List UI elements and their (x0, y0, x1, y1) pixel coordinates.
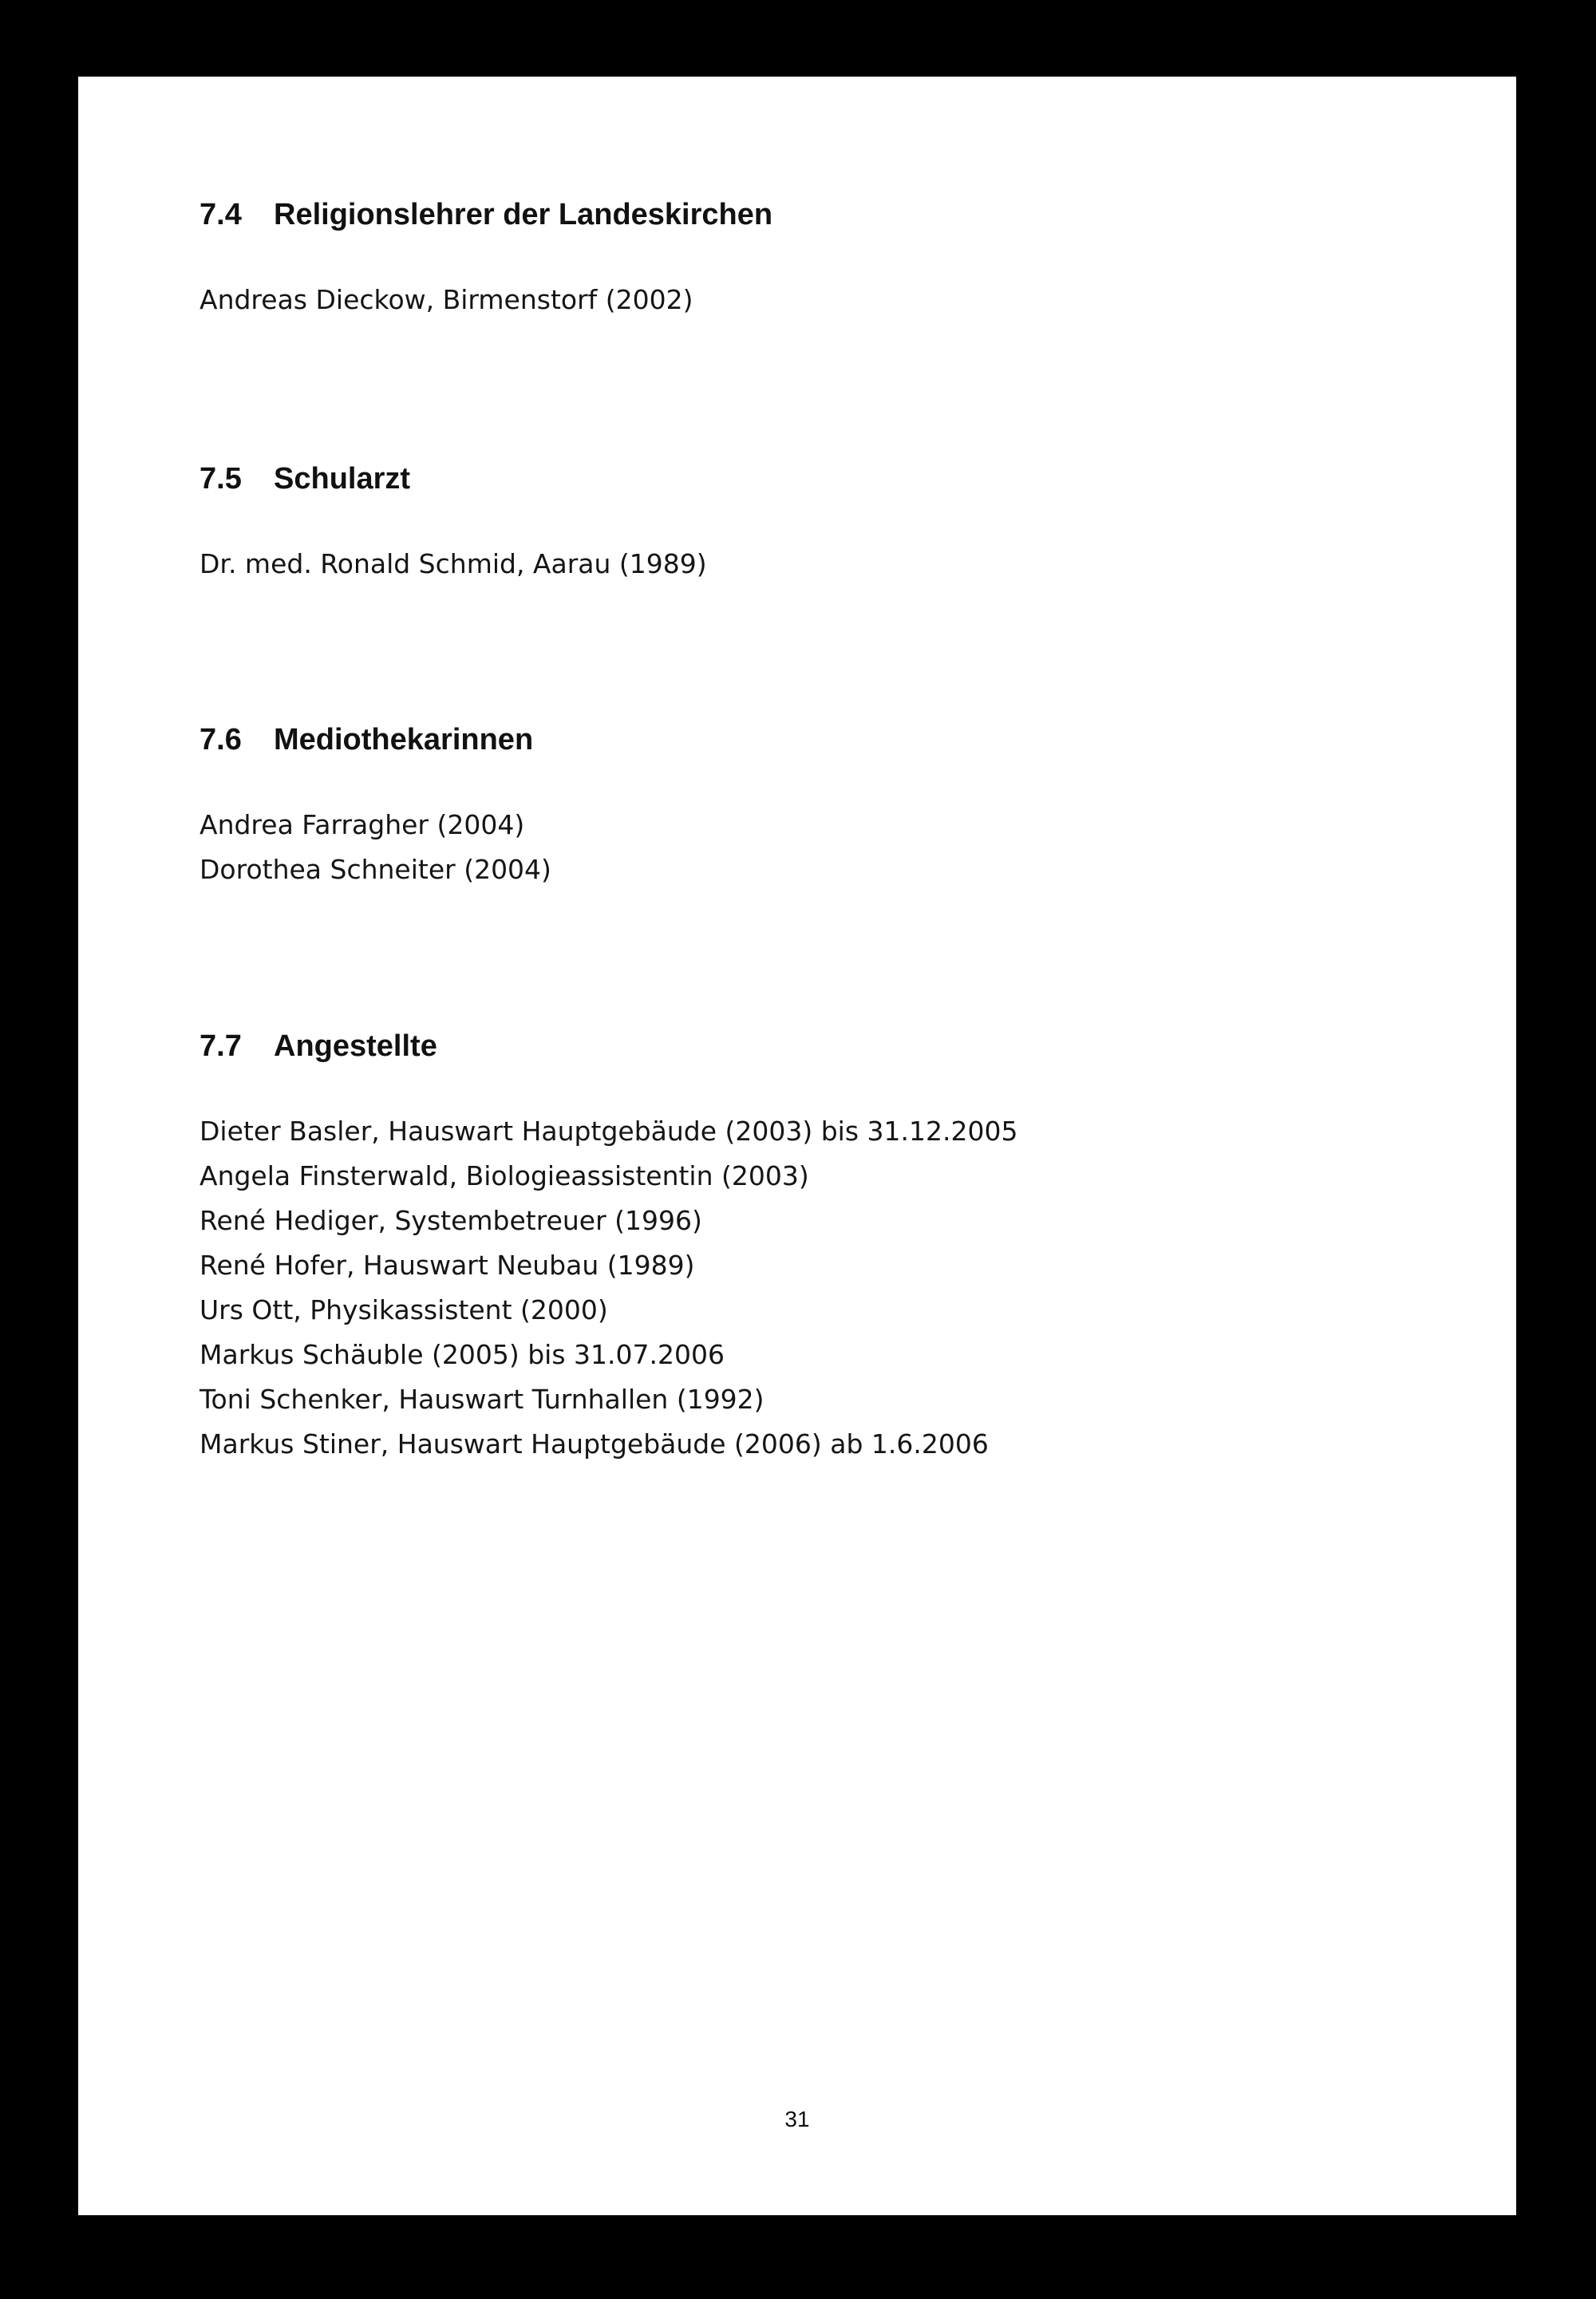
list-item: Toni Schenker, Hauswart Turnhallen (1992) (200, 1384, 764, 1415)
list-item: Urs Ott, Physikassistent (2000) (200, 1294, 608, 1325)
list-item: René Hediger, Systembetreuer (1996) (200, 1205, 702, 1236)
entry-list (200, 542, 1396, 587)
list-item: Markus Stiner, Hauswart Hauptgebäude (2006) ab 1.6.2006 (200, 1428, 989, 1460)
list-item: Angela Finsterwald, Biologieassistentin (2003) (200, 1160, 809, 1191)
list-item: Markus Schäuble (2005) bis 31.07.2006 (200, 1339, 725, 1370)
list-item: Dieter Basler, Hauswart Hauptgebäude (2003) bis 31.12.2005 (200, 1116, 1018, 1147)
list-item: René Hofer, Hauswart Neubau (1989) (200, 1250, 695, 1281)
section-number: 7.6 (200, 723, 242, 756)
section-title: Mediothekarinnen (274, 723, 534, 756)
list-item: Andrea Farragher (2004) (200, 809, 525, 840)
entry-list (200, 1109, 1396, 1467)
document-page (78, 77, 1516, 2215)
list-item: Andreas Dieckow, Birmenstorf (2002) (200, 284, 693, 315)
section-angestellte (200, 1028, 1396, 1467)
section-heading (200, 721, 1396, 758)
section-religionslehrer (200, 196, 1396, 322)
section-heading (200, 460, 1396, 497)
section-heading (200, 1028, 1396, 1065)
section-heading (200, 196, 1396, 233)
section-title: Schularzt (274, 462, 411, 496)
section-number: 7.7 (200, 1029, 242, 1063)
list-item: Dorothea Schneiter (2004) (200, 854, 551, 885)
section-number: 7.5 (200, 462, 242, 496)
section-mediothekarinnen (200, 721, 1396, 892)
section-schularzt (200, 460, 1396, 587)
entry-list (200, 803, 1396, 892)
section-title: Religionslehrer der Landeskirchen (274, 198, 773, 231)
entry-list (200, 278, 1396, 322)
list-item: Dr. med. Ronald Schmid, Aarau (1989) (200, 548, 707, 579)
page-number: 31 (784, 2107, 810, 2131)
section-number: 7.4 (200, 198, 242, 231)
section-title: Angestellte (274, 1029, 437, 1063)
